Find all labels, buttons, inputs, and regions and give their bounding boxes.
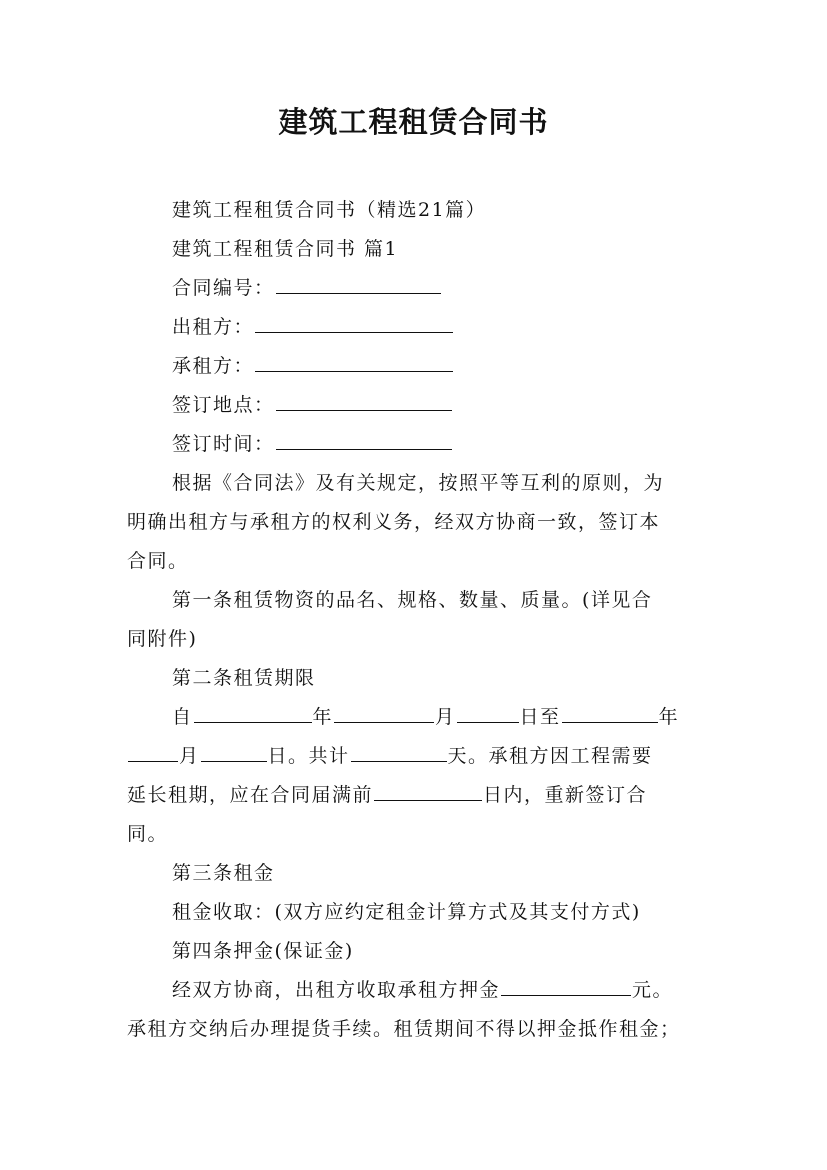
- article2-year-1: 年: [312, 706, 334, 728]
- article4-deposit-a: 经双方协商，出租方收取承租方押金: [172, 979, 501, 1001]
- sign-time-blank: [276, 429, 452, 450]
- sign-place-blank: [276, 390, 452, 411]
- article4-line-1: [172, 975, 757, 1005]
- article2-line-1: [172, 702, 757, 732]
- document-title: 建筑工程租赁合同书: [278, 105, 549, 139]
- article4-line-2: 承租方交纳后办理提货手续。租赁期间不得以押金抵作租金；: [127, 1018, 681, 1040]
- sign-time-label: 签订时间：: [172, 433, 275, 455]
- article2-renewal-b: 日内，重新签订合: [483, 784, 648, 806]
- intro-line-2: 明确出租方与承租方的权利义务，经双方协商一致，签订本: [127, 511, 661, 533]
- sign-place-label: 签订地点：: [172, 394, 275, 416]
- blank-start-month: [334, 702, 434, 723]
- article3-title: 第三条租金: [172, 862, 275, 884]
- blank-total-days: [351, 741, 447, 762]
- intro-line-3: 合同。: [127, 550, 189, 572]
- article2-from: 自: [172, 706, 193, 728]
- lessee-label: 承租方：: [172, 355, 255, 377]
- article3-body: 租金收取：(双方应约定租金计算方式及其支付方式): [172, 901, 641, 923]
- section-heading: 建筑工程租赁合同书 篇1: [172, 238, 399, 260]
- article4-title: 第四条押金(保证金): [172, 940, 354, 962]
- article2-year-2: 年: [658, 706, 680, 728]
- lessor-field: [172, 312, 757, 342]
- article2-month-2: 月: [179, 745, 200, 767]
- document-subtitle: 建筑工程租赁合同书（精选21篇）: [172, 199, 487, 221]
- lessor-blank: [255, 312, 453, 333]
- blank-renewal-days: [374, 780, 482, 801]
- blank-end-year: [562, 702, 658, 723]
- intro-line-1: 根据《合同法》及有关规定，按照平等互利的原则，为: [172, 472, 665, 494]
- article2-day-total: 日。共计: [267, 745, 350, 767]
- article2-line-2: [127, 741, 712, 771]
- contract-number-blank: [276, 273, 441, 294]
- article2-line-4: 同。: [127, 823, 169, 845]
- blank-deposit-amount: [501, 975, 631, 996]
- sign-place-field: [172, 390, 757, 420]
- lessor-label: 出租方：: [172, 316, 255, 338]
- lessee-field: [172, 351, 757, 381]
- article2-title: 第二条租赁期限: [172, 667, 316, 689]
- article2-line-3: [127, 780, 712, 810]
- article2-renewal-a: 延长租期，应在合同届满前: [127, 784, 374, 806]
- blank-end-month: [128, 741, 178, 762]
- lessee-blank: [255, 351, 453, 372]
- article1-line-1: 第一条租赁物资的品名、规格、数量、质量。(详见合: [172, 589, 653, 611]
- blank-start-year: [194, 702, 312, 723]
- article2-extension: 天。承租方因工程需要: [447, 745, 653, 767]
- contract-number-field: [172, 273, 757, 303]
- blank-start-day: [457, 702, 519, 723]
- article2-day-to: 日至: [519, 706, 561, 728]
- contract-number-label: 合同编号：: [172, 277, 275, 299]
- article4-deposit-b: 元。: [632, 979, 674, 1001]
- blank-end-day: [201, 741, 267, 762]
- sign-time-field: [172, 429, 757, 459]
- article2-month-1: 月: [435, 706, 456, 728]
- article1-line-2: 同附件): [127, 628, 198, 650]
